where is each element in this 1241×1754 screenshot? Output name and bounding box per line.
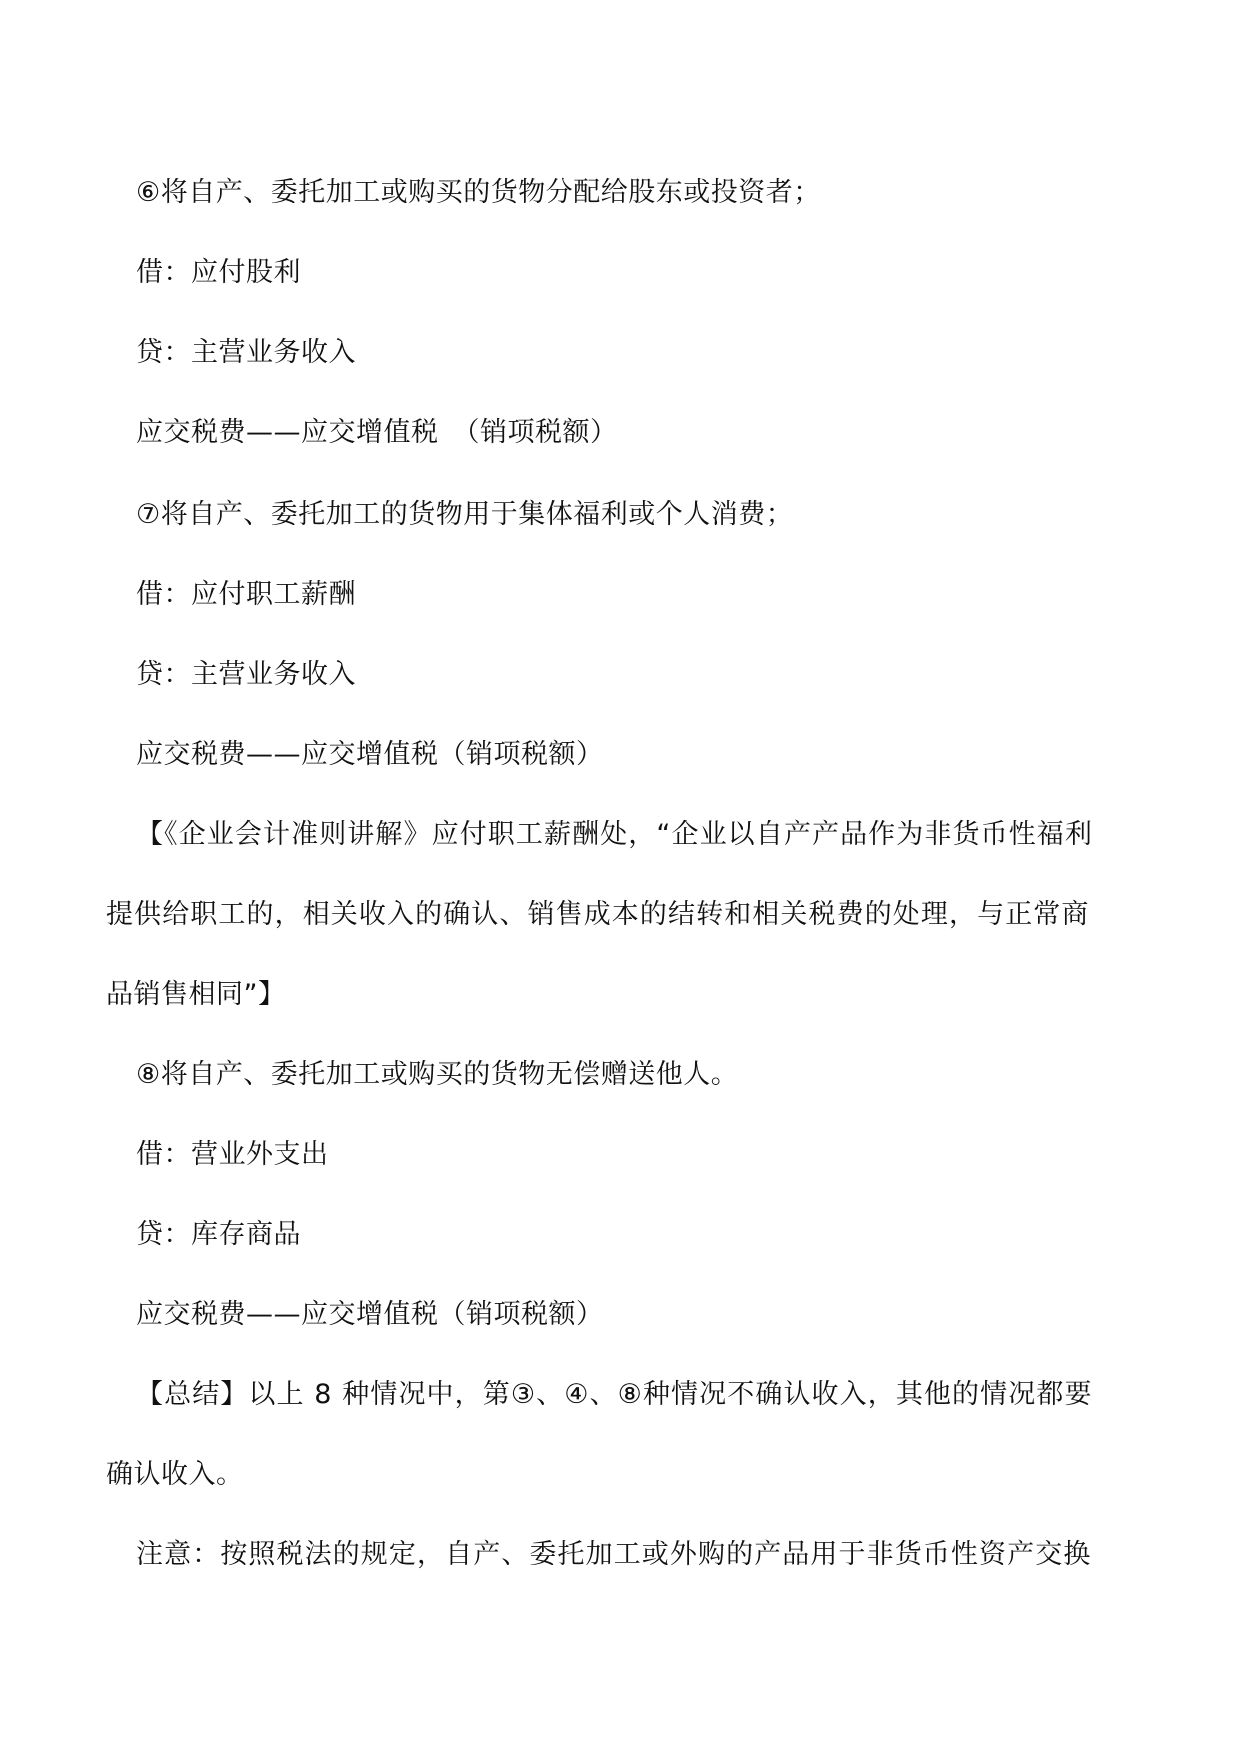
debit-line: 借：应付股利 [136,257,301,288]
paragraph-item-6: ⑥将自产、委托加工或购买的货物分配给股东或投资者； [136,177,821,208]
tax-line: 应交税费——应交增值税（销项税额） [136,1299,604,1330]
credit-line: 贷：库存商品 [136,1219,301,1250]
note-paragraph-line-3: 品销售相同”】 [106,979,286,1010]
paragraph-item-8: ⑧将自产、委托加工或购买的货物无偿赠送他人。 [136,1059,739,1090]
credit-line: 贷：主营业务收入 [136,337,356,368]
note-paragraph-line-1: 【《企业会计准则讲解》应付职工薪酬处，“企业以自产产品作为非货币性福利 [136,819,1093,850]
debit-line: 借：应付职工薪酬 [136,579,356,610]
summary-paragraph-line-2: 确认收入。 [106,1459,244,1490]
credit-line: 贷：主营业务收入 [136,659,356,690]
tax-line: 应交税费——应交增值税（销项税额） [136,739,604,770]
tax-line: 应交税费——应交增值税 （销项税额） [136,417,618,448]
summary-paragraph-line-1: 【总结】以上 8 种情况中，第③、④、⑧种情况不确认收入，其他的情况都要 [136,1379,1093,1410]
note-paragraph-line-2: 提供给职工的，相关收入的确认、销售成本的结转和相关税费的处理，与正常商 [106,899,1090,930]
paragraph-item-7: ⑦将自产、委托加工的货物用于集体福利或个人消费； [136,499,794,530]
notice-paragraph-line-1: 注意：按照税法的规定，自产、委托加工或外购的产品用于非货币性资产交换 [136,1539,1092,1570]
debit-line: 借：营业外支出 [136,1139,329,1170]
